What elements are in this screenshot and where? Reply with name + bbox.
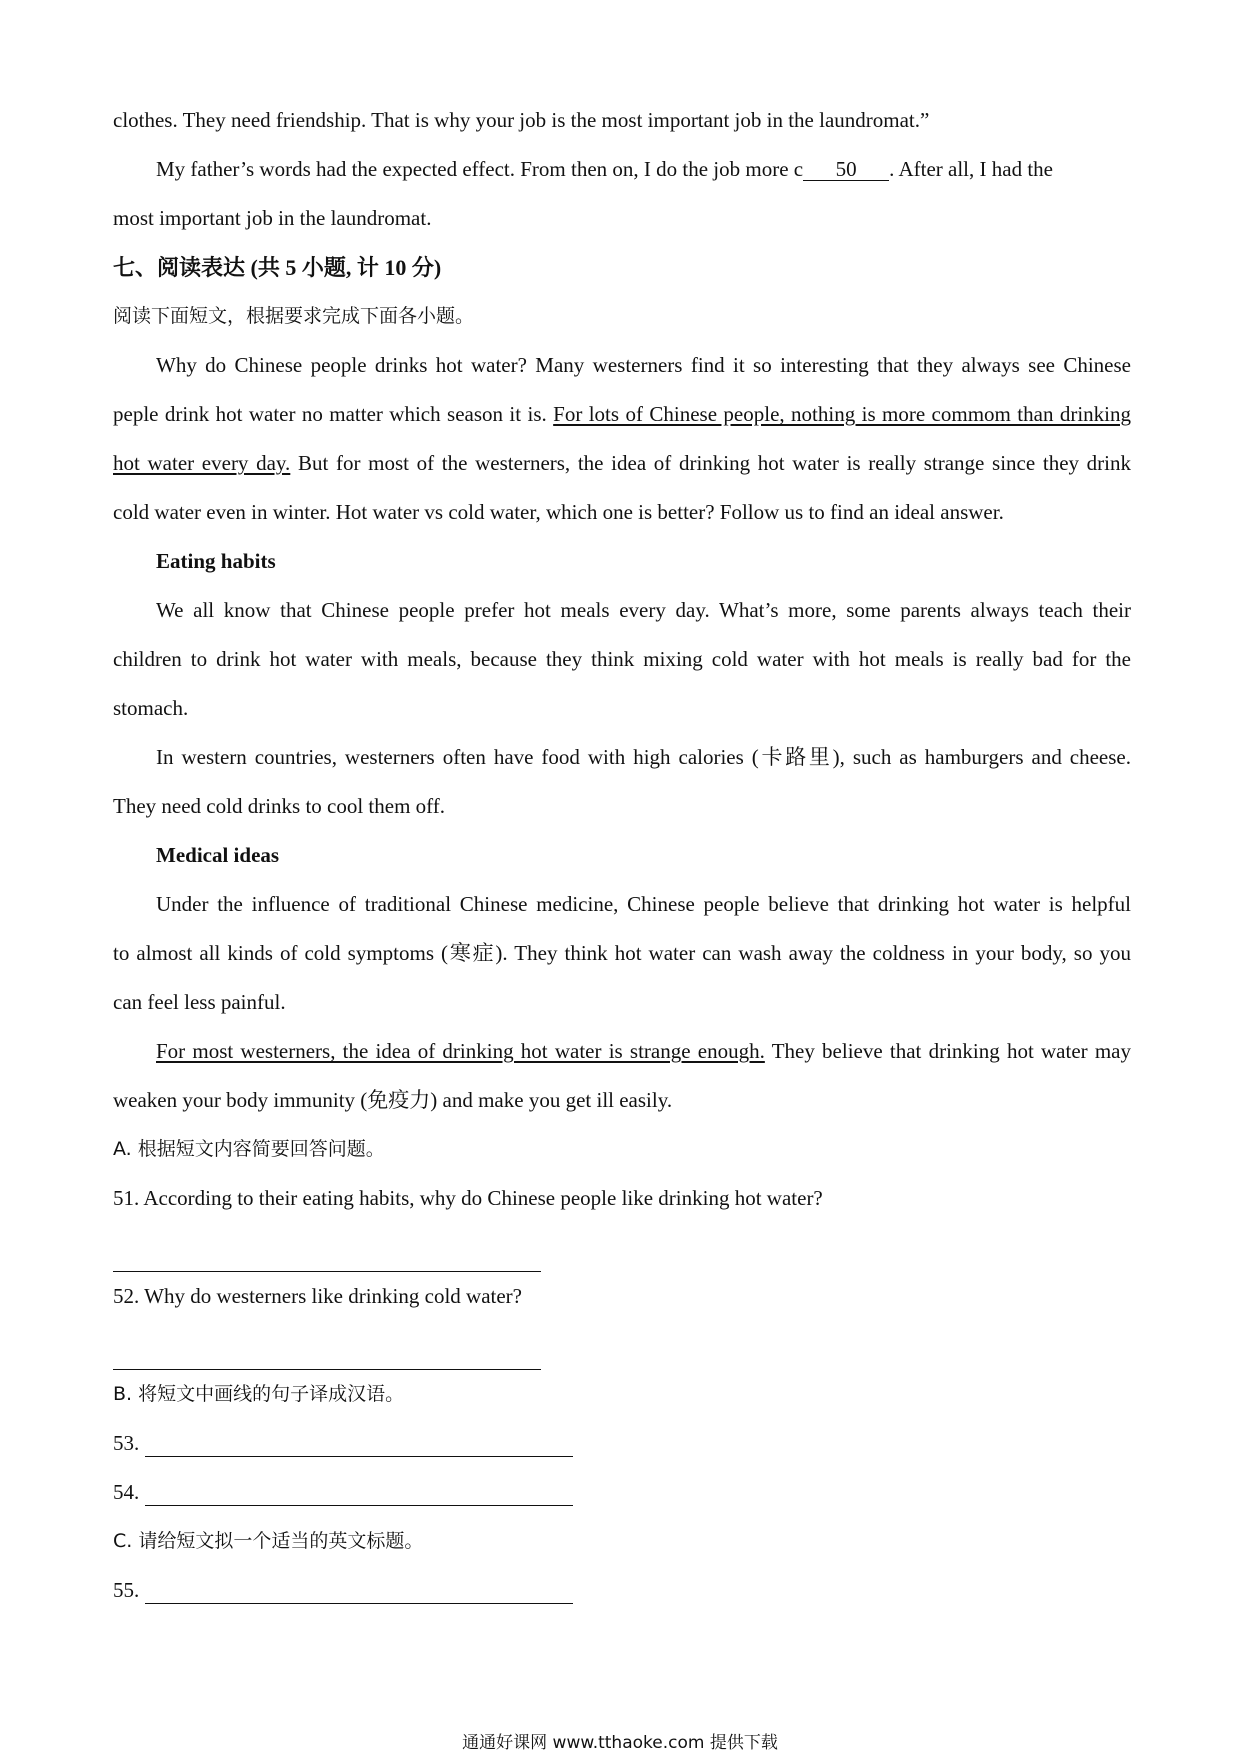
part-b-instruction: B. 将短文中画线的句子译成汉语。 bbox=[113, 1383, 405, 1405]
underlined-sentence-2: For most westerners, the idea of drinking hot water is strange enough. bbox=[156, 1039, 765, 1063]
passage-line: children to drink hot water with meals, because they think mixing cold water with hot meals is really bad for the bbox=[113, 647, 1131, 671]
subheading-medical-ideas: Medical ideas bbox=[156, 843, 280, 867]
underlined-sentence-1-cont: hot water every day. bbox=[113, 451, 291, 475]
passage-line: Under the influence of traditional Chinese medicine, Chinese people believe that drinking hot water is helpful bbox=[156, 892, 1131, 916]
underlined-sentence-1: For lots of Chinese people, nothing is more commom than drinking bbox=[553, 402, 1132, 426]
passage-text: My father’s words had the expected effect. From then on, I do the job more c bbox=[156, 157, 804, 181]
passage-text: . After all, I had the bbox=[889, 157, 1053, 181]
section-instruction: 阅读下面短文，根据要求完成下面各小题。 bbox=[113, 305, 475, 327]
passage-line: They need cold drinks to cool them off. bbox=[113, 794, 446, 818]
passage-line: can feel less painful. bbox=[113, 990, 286, 1014]
passage-line bbox=[113, 145, 1131, 194]
passage-line bbox=[113, 439, 1131, 488]
passage-line: stomach. bbox=[113, 696, 189, 720]
part-c-instruction: C. 请给短文拟一个适当的英文标题。 bbox=[113, 1530, 424, 1552]
fill-blank-50[interactable] bbox=[803, 158, 889, 181]
answer-line-52[interactable] bbox=[113, 1321, 541, 1370]
passage-text: They believe that drinking hot water may bbox=[771, 1039, 1131, 1063]
question-51: 51. According to their eating habits, why do Chinese people like drinking hot water? bbox=[113, 1186, 823, 1210]
question-53-row bbox=[113, 1419, 1131, 1468]
passage-line bbox=[113, 390, 1131, 439]
question-55-number: 55. bbox=[113, 1578, 140, 1602]
question-53-number: 53. bbox=[113, 1431, 140, 1455]
part-a-instruction: A. 根据短文内容简要回答问题。 bbox=[113, 1138, 385, 1160]
passage-line: most important job in the laundromat. bbox=[113, 206, 432, 230]
section-title: 七、阅读表达 (共 5 小题, 计 10 分) bbox=[113, 255, 442, 280]
passage-line bbox=[113, 1027, 1131, 1076]
passage-line: clothes. They need friendship. That is why your job is the most important job in the laundromat.” bbox=[113, 108, 930, 132]
passage-text: But for most of the westerners, the idea of drinking hot water is really strange since they drink bbox=[297, 451, 1132, 475]
passage-line: to almost all kinds of cold symptoms (寒症). They think hot water can wash away the coldness in your body, so you bbox=[113, 941, 1131, 965]
passage-line: In western countries, westerners often have food with high calories (卡路里), such as hamburgers and cheese. bbox=[156, 745, 1131, 769]
passage-line: weaken your body immunity (免疫力) and make you get ill easily. bbox=[113, 1088, 673, 1112]
passage-line: cold water even in winter. Hot water vs cold water, which one is better? Follow us to find an ideal answer. bbox=[113, 500, 1004, 524]
blank-number: 50 bbox=[835, 157, 857, 181]
question-55-row bbox=[113, 1566, 1131, 1615]
answer-line-53[interactable] bbox=[145, 1434, 573, 1457]
passage-line: We all know that Chinese people prefer hot meals every day. What’s more, some parents always teach their bbox=[156, 598, 1131, 622]
passage-line: Why do Chinese people drinks hot water? Many westerners find it so interesting that they always see Chinese bbox=[156, 353, 1131, 377]
answer-line-51[interactable] bbox=[113, 1223, 541, 1272]
question-54-row bbox=[113, 1468, 1131, 1517]
question-54-number: 54. bbox=[113, 1480, 140, 1504]
passage-text: peple drink hot water no matter which season it is. bbox=[113, 402, 547, 426]
subheading-eating-habits: Eating habits bbox=[156, 549, 276, 573]
page-footer: 通通好课网 www.tthaoke.com 提供下载 bbox=[462, 1733, 778, 1753]
document-page bbox=[113, 96, 1131, 1615]
answer-line-54[interactable] bbox=[145, 1483, 573, 1506]
question-52: 52. Why do westerners like drinking cold water? bbox=[113, 1284, 522, 1308]
answer-line-55[interactable] bbox=[145, 1581, 573, 1604]
